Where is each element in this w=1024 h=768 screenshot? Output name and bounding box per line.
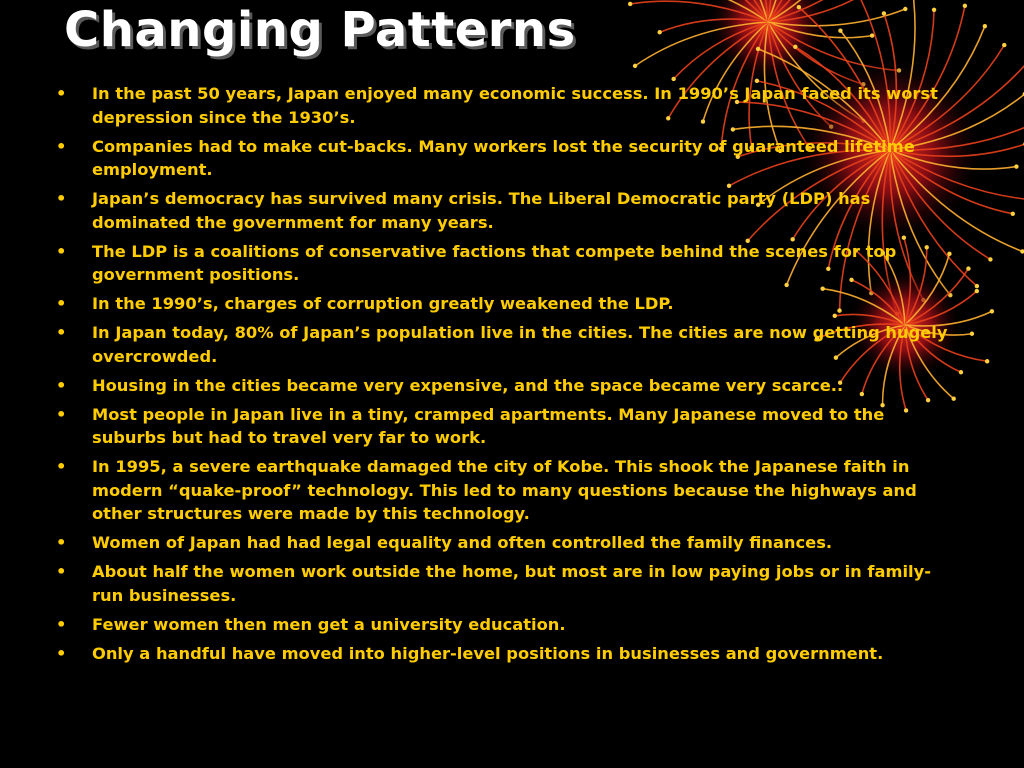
bullet-icon: • xyxy=(56,323,67,342)
firework-spark xyxy=(959,370,963,374)
bullet-icon: • xyxy=(56,457,67,476)
firework-spark xyxy=(970,332,974,336)
bullet-item xyxy=(54,82,954,129)
firework-spark xyxy=(671,77,675,81)
firework-spark xyxy=(975,284,979,288)
bullet-item xyxy=(54,374,954,398)
bullet-icon: • xyxy=(56,294,67,313)
bullet-icon: • xyxy=(56,643,67,663)
firework-spark xyxy=(657,30,661,34)
bullet-icon: • xyxy=(56,189,67,208)
firework-spark xyxy=(1011,212,1015,216)
slide-title: Changing Patterns xyxy=(64,2,576,58)
bullet-item xyxy=(54,187,954,234)
bullet-icon: • xyxy=(56,136,67,156)
firework-spark xyxy=(932,8,936,12)
bullet-item xyxy=(54,613,954,637)
firework-spark xyxy=(963,4,967,8)
firework-spark xyxy=(793,45,797,49)
bullet-text: Only a handful have moved into higher-level positions in businesses and government. xyxy=(92,643,884,663)
bullet-icon: • xyxy=(56,84,67,103)
firework-spark xyxy=(985,359,989,363)
firework-spark xyxy=(1014,164,1018,168)
bullet-item xyxy=(54,560,954,607)
firework-spark xyxy=(1002,43,1006,47)
firework-spark xyxy=(882,11,886,15)
bullet-item xyxy=(54,531,954,555)
firework-spark xyxy=(983,24,987,28)
bullet-icon: • xyxy=(56,562,67,581)
firework-spark xyxy=(756,47,760,51)
bullet-text: Fewer women then men get a university education. xyxy=(92,614,566,634)
bullet-item xyxy=(54,135,954,182)
bullet-text: Women of Japan had had legal equality and often controlled the family finances. xyxy=(92,533,833,552)
bullet-text: Japan’s democracy has survived many crisis. The Liberal Democratic party (LDP) has dominated the government for many years. xyxy=(92,189,871,232)
firework-spark xyxy=(966,266,970,270)
bullet-text: In 1995, a severe earthquake damaged the city of Kobe. This shook the Japanese faith in modern “quake-proof” technology. This led to many questions because the highways and other structures were made by this technology. xyxy=(92,457,917,523)
bullet-text: In Japan today, 80% of Japan’s population live in the cities. The cities are now getting hugely overcrowded. xyxy=(92,323,948,366)
bullet-text: Most people in Japan live in a tiny, cramped apartments. Many Japanese moved to the suburbs but had to travel very far to work. xyxy=(92,404,885,447)
bullet-icon: • xyxy=(56,404,67,424)
bullet-item xyxy=(54,642,954,666)
firework-spark xyxy=(870,33,874,37)
firework-spark xyxy=(633,64,637,68)
bullet-icon: • xyxy=(56,241,67,261)
bullet-text: Companies had to make cut-backs. Many workers lost the security of guaranteed lifetime employment. xyxy=(92,136,915,179)
firework-spark xyxy=(628,2,632,6)
bullet-text: About half the women work outside the home, but most are in low paying jobs or in family-run businesses. xyxy=(92,562,931,605)
firework-spark xyxy=(797,5,801,9)
bullet-text: In the past 50 years, Japan enjoyed many economic success. In 1990’s Japan faced its worst depression since the 1930’s. xyxy=(92,84,938,127)
firework-spark xyxy=(903,7,907,11)
bullet-item xyxy=(54,240,954,287)
bullet-icon: • xyxy=(56,533,67,552)
bullet-item xyxy=(54,455,954,526)
firework-spark xyxy=(838,28,842,32)
bullet-text: The LDP is a coalitions of conservative factions that compete behind the scenes for top government positions. xyxy=(92,241,897,284)
firework-spark xyxy=(990,309,994,313)
bullet-item xyxy=(54,321,954,368)
firework-spark xyxy=(1020,249,1024,253)
bullet-icon: • xyxy=(56,614,67,634)
bullet-icon: • xyxy=(56,375,67,395)
firework-spark xyxy=(975,289,979,293)
bullet-text: In the 1990’s, charges of corruption greatly weakened the LDP. xyxy=(92,294,674,313)
bullet-item xyxy=(54,403,954,450)
bullet-item xyxy=(54,292,954,316)
bullet-list xyxy=(54,82,954,671)
bullet-text: Housing in the cities became very expensive, and the space became very scarce.. xyxy=(92,375,844,395)
firework-spark xyxy=(988,257,992,261)
